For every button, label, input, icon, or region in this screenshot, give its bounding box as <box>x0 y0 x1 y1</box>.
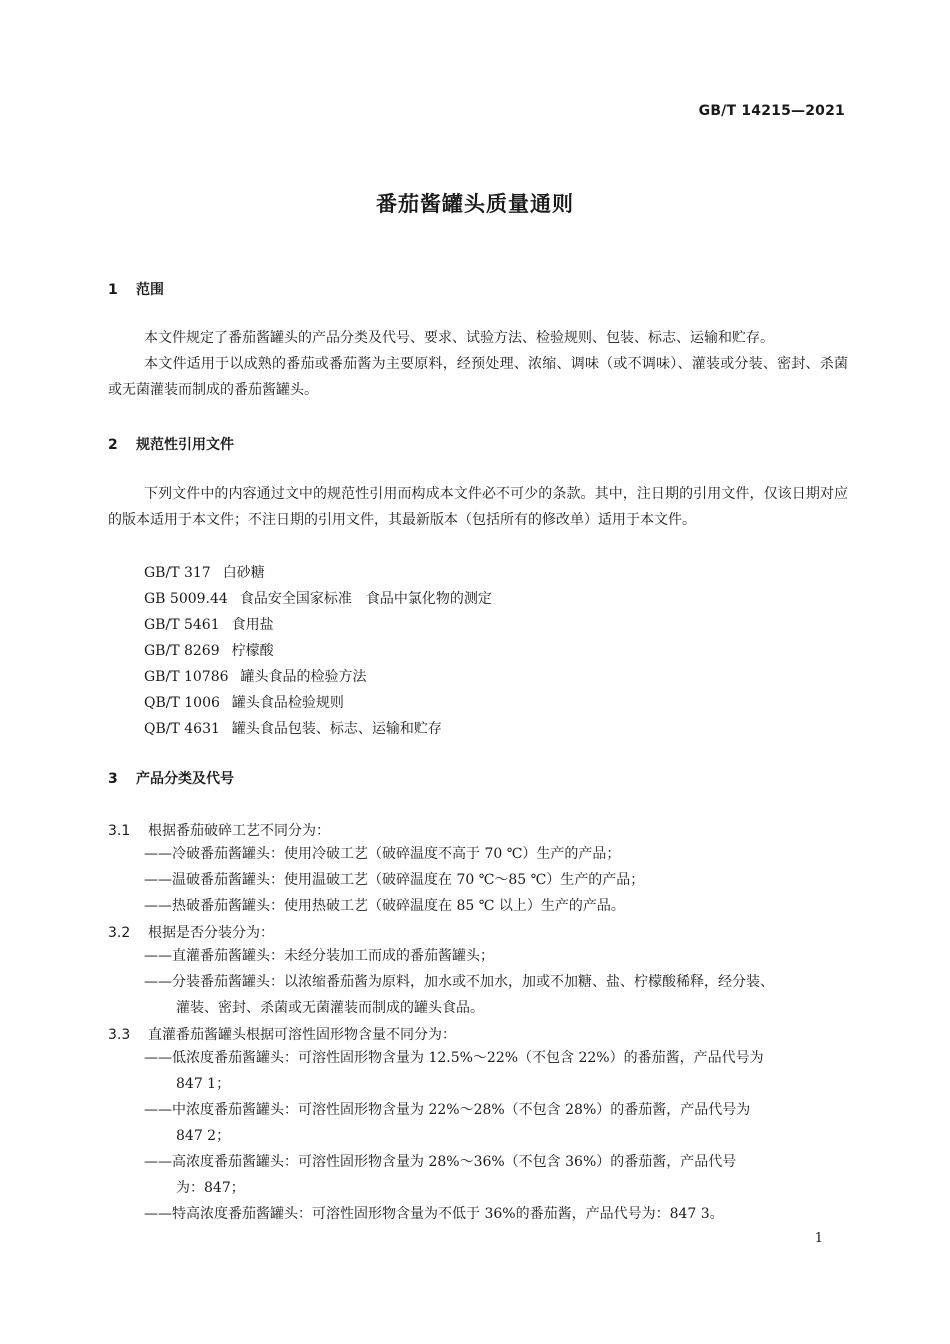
section-number: 3 <box>108 771 118 787</box>
reference-name: 罐头食品检验规则 <box>231 695 344 711</box>
reference-name: 罐头食品的检验方法 <box>240 669 367 685</box>
reference-name: 白砂糖 <box>222 565 265 581</box>
section-1-paragraph-1: 本文件规定了番茄酱罐头的产品分类及代号、要求、试验方法、检验规则、包装、标志、运输和贮存。 <box>144 330 774 346</box>
list-item <box>144 1149 848 1201</box>
reference-name: 柠檬酸 <box>231 643 274 659</box>
list-item-continuation: 847 2； <box>176 1128 231 1144</box>
standard-code: GB/T 14215—2021 <box>698 103 845 119</box>
reference-item <box>144 666 367 686</box>
section-2-paragraph-1: 下列文件中的内容通过文中的规范性引用而构成本文件必不可少的条款。其中，注日期的引用文件，仅该日期对应的版本适用于本文件；不注日期的引用文件，其最新版本（包括所有的修改单）适用于本文件。 <box>108 486 848 528</box>
reference-item <box>144 640 274 660</box>
clause-text: 根据番茄破碎工艺不同分为： <box>148 823 330 839</box>
reference-item <box>144 588 492 608</box>
clause-number: 3.2 <box>108 925 131 941</box>
reference-code: GB/T 10786 <box>144 669 229 685</box>
reference-code: QB/T 4631 <box>144 721 220 737</box>
list-item <box>144 1097 848 1149</box>
clause-3-3 <box>108 1024 456 1044</box>
list-item: ——温破番茄酱罐头：使用温破工艺（破碎温度在 70 ℃～85 ℃）生产的产品； <box>144 872 645 888</box>
section-title: 范围 <box>136 282 164 298</box>
section-3-heading <box>108 768 234 788</box>
reference-code: GB 5009.44 <box>144 591 228 607</box>
list-item-continuation: 847 1； <box>176 1076 231 1092</box>
section-2-heading <box>108 434 234 454</box>
reference-name: 罐头食品包装、标志、运输和贮存 <box>231 721 442 737</box>
list-item-line: ——分装番茄酱罐头：以浓缩番茄酱为原料，加水或不加水，加或不加糖、盐、柠檬酸稀释，经分装、 <box>144 974 774 990</box>
section-number: 2 <box>108 437 118 453</box>
section-1-heading <box>108 279 164 299</box>
list-item-line: ——低浓度番茄酱罐头：可溶性固形物含量为 12.5%～22%（不包含 22%）的番茄酱，产品代号为 <box>144 1050 764 1066</box>
clause-3-1 <box>108 820 330 840</box>
section-number: 1 <box>108 282 118 298</box>
clause-number: 3.1 <box>108 823 131 839</box>
list-item-line: ——高浓度番茄酱罐头：可溶性固形物含量为 28%～36%（不包含 36%）的番茄酱，产品代号 <box>144 1154 737 1170</box>
list-item <box>144 969 848 1021</box>
clause-3-2 <box>108 922 274 942</box>
reference-code: GB/T 317 <box>144 565 211 581</box>
list-item: ——直灌番茄酱罐头：未经分装加工而成的番茄酱罐头； <box>144 948 494 964</box>
reference-item <box>144 718 442 738</box>
clause-number: 3.3 <box>108 1027 131 1043</box>
list-item-line: ——中浓度番茄酱罐头：可溶性固形物含量为 22%～28%（不包含 28%）的番茄酱，产品代号为 <box>144 1102 751 1118</box>
reference-code: GB/T 5461 <box>144 617 220 633</box>
reference-code: GB/T 8269 <box>144 643 220 659</box>
clause-text: 直灌番茄酱罐头根据可溶性固形物含量不同分为： <box>148 1027 456 1043</box>
list-item: ——冷破番茄酱罐头：使用冷破工艺（破碎温度不高于 70 ℃）生产的产品； <box>144 846 621 862</box>
list-item: ——热破番茄酱罐头：使用热破工艺（破碎温度在 85 ℃ 以上）生产的产品。 <box>144 898 625 914</box>
reference-name: 食品安全国家标准 食品中氯化物的测定 <box>239 591 492 607</box>
reference-item <box>144 614 274 634</box>
reference-item <box>144 692 344 712</box>
section-title: 规范性引用文件 <box>136 437 234 453</box>
list-item <box>144 1045 848 1097</box>
section-1-paragraph-2: 本文件适用于以成熟的番茄或番茄酱为主要原料，经预处理、浓缩、调味（或不调味）、灌装或分装、密封、杀菌或无菌灌装而制成的番茄酱罐头。 <box>108 356 848 398</box>
reference-code: QB/T 1006 <box>144 695 220 711</box>
list-item-continuation: 为：847； <box>176 1180 245 1196</box>
section-title: 产品分类及代号 <box>136 771 234 787</box>
reference-name: 食用盐 <box>231 617 274 633</box>
document-title: 番茄酱罐头质量通则 <box>376 192 574 216</box>
clause-text: 根据是否分装分为： <box>148 925 274 941</box>
reference-item <box>144 562 265 582</box>
list-item: ——特高浓度番茄酱罐头：可溶性固形物含量为不低于 36%的番茄酱，产品代号为：847 3。 <box>144 1206 724 1222</box>
list-item-continuation: 灌装、密封、杀菌或无菌灌装而制成的罐头食品。 <box>176 1000 484 1016</box>
page-number: 1 <box>814 1231 823 1246</box>
